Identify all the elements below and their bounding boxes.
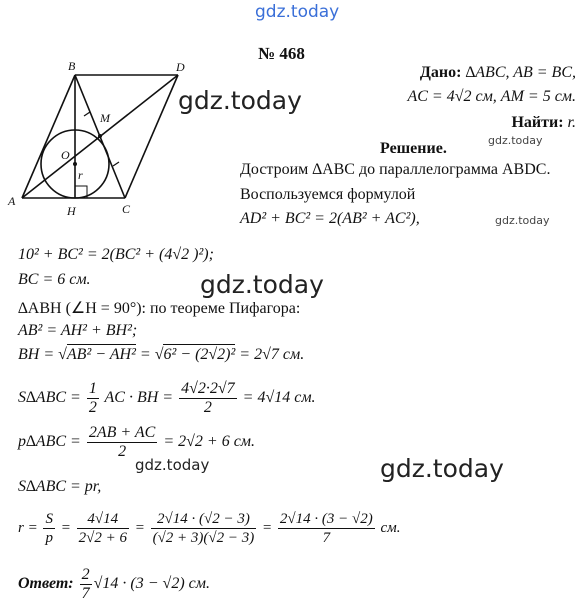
solution-heading: Решение.	[380, 140, 447, 157]
line-3: ∆ABH (∠H = 90°): по теореме Пифагора:	[18, 300, 301, 317]
line-6: S∆ABC = $\frac{1}{2}$ AC · BH = $\frac{4√2\cdot 2√7}{2}$ = 4√14 см.	[18, 380, 316, 416]
line-1: 10² + BC² = 2(BC² + (4√2 )²);	[18, 246, 214, 263]
line-2: BC = 6 см.	[18, 271, 91, 288]
geometry-figure	[0, 58, 240, 228]
watermark-tiny-2: gdz.today	[495, 214, 550, 227]
watermark-1: gdz.today	[178, 86, 302, 115]
find-line	[511, 114, 576, 132]
watermark-4: gdz.today	[380, 454, 504, 483]
label-d: D	[176, 60, 185, 74]
watermark-top: gdz.today	[255, 2, 340, 22]
line-9: r = $\frac{S}{p}$ = $\frac{4√14}{2√2 + 6}$ = $\frac{2√14 \cdot (√2 - 3)}{(√2 + 3)(√2 - 3)}$ = $\frac{2√14 \cdot (3 - √2)}{7}$ см.	[18, 511, 401, 546]
line-7: p∆ABC = $\frac{2AB + AC}{2}$ = 2√2 + 6 см.	[18, 424, 255, 460]
label-o: O	[61, 148, 70, 162]
watermark-3: gdz.today	[135, 456, 210, 474]
given-label: Дано:	[419, 64, 462, 81]
label-m: M	[100, 111, 110, 125]
fraction-half: $\frac{1}{2}$	[88, 380, 97, 416]
answer-line: Ответ: $\frac{2}{7}$ √14 · (3 − √2) см.	[18, 566, 210, 602]
fraction-area: $\frac{4√2\cdot 2√7}{2}$	[181, 380, 235, 416]
problem-number: № 468	[258, 44, 305, 63]
label-c: C	[122, 202, 131, 216]
line-5: BH = √AB² − AH² = √6² − (2√2)² = 2√7 см.	[18, 346, 305, 363]
watermark-tiny-1: gdz.today	[488, 134, 543, 147]
answer-label: Ответ:	[18, 575, 74, 593]
label-a: A	[8, 194, 16, 208]
side-ab	[22, 75, 75, 198]
side-dc	[125, 75, 178, 198]
sqrt-1: AB² − AH²	[66, 346, 136, 363]
label-r: r	[78, 168, 83, 182]
solution-text-2: Воспользуемся формулой	[240, 186, 416, 203]
fraction-perimeter: $\frac{2AB + AC}{2}$	[88, 424, 156, 460]
solution-text-1: Достроим ∆ABC до параллелограмма ABDC.	[240, 161, 551, 178]
line-8: S∆ABC = pr,	[18, 478, 102, 495]
solution-formula: AD² + BC² = 2(AB² + AC²),	[240, 210, 420, 227]
answer-fraction: $\frac{2}{7}$	[81, 566, 90, 602]
sqrt-2: 6² − (2√2)²	[163, 346, 236, 363]
label-b: B	[68, 59, 76, 73]
line-4: AB² = AH² + BH²;	[18, 322, 138, 339]
find-value: r.	[563, 114, 576, 131]
label-h: H	[67, 204, 76, 218]
given-line-1	[420, 64, 576, 82]
given-line-2: AC = 4√2 см, AM = 5 см.	[407, 88, 576, 105]
given-1: ∆ABC, AB = BC,	[461, 64, 576, 81]
find-label: Найти:	[511, 114, 564, 131]
watermark-2: gdz.today	[200, 270, 324, 299]
